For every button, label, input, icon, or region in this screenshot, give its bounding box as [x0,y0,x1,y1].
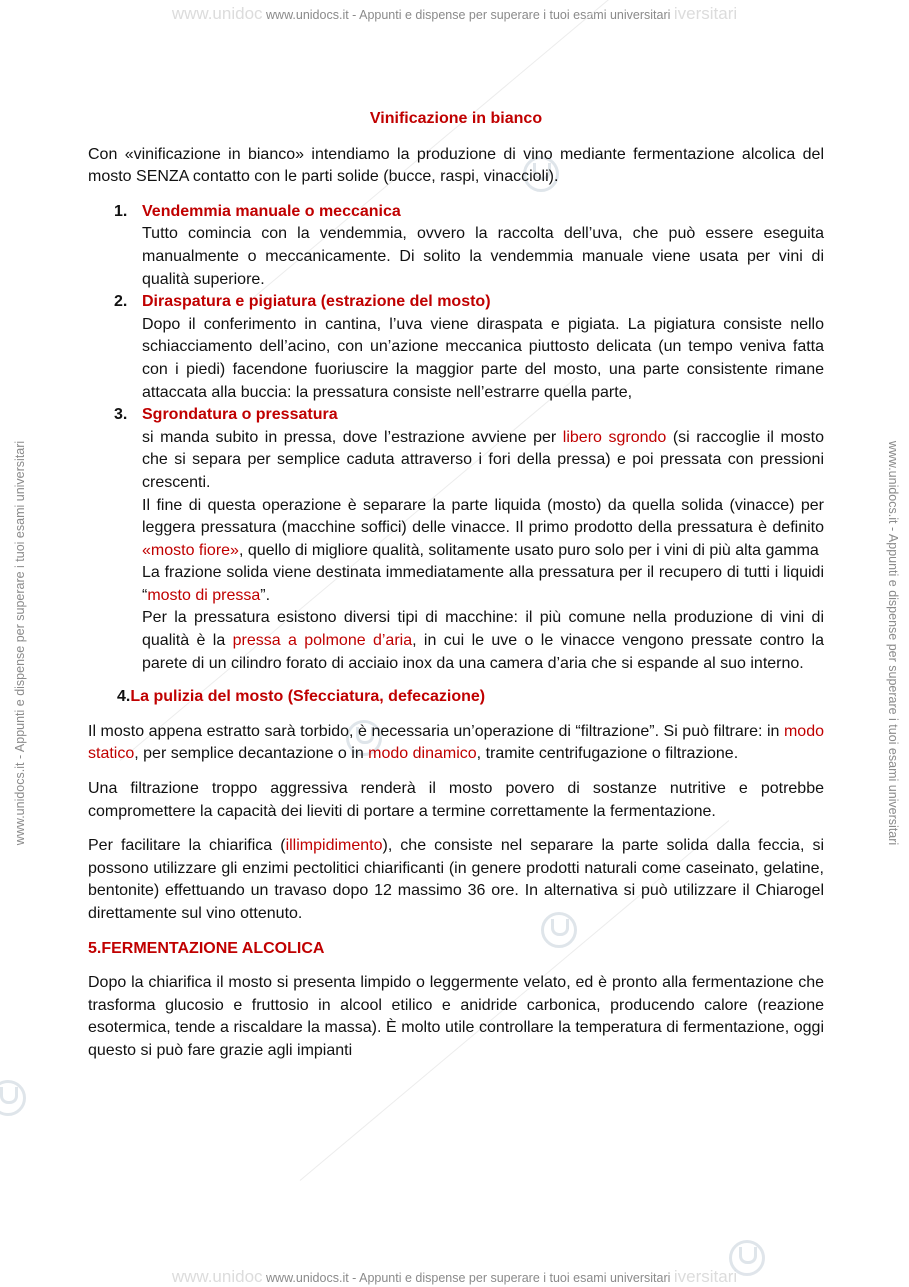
section-5-paragraph: Dopo la chiarifica il mosto si presenta limpido o leggermente velato, ed è pronto alla fermentazione che trasforma glucosio e fruttosio in alcool etilico e anidride carbonica, producendo calore (reazione esotermica, tende a riscaldare la massa). È molto utile controllare la temperatura di fermentazione, oggi questo si può fare grazie agli impianti [88,974,824,1059]
header-watermark [0,4,909,24]
highlight-term: modo statico [88,722,824,763]
watermark-logo-icon [0,1080,26,1116]
list-item [88,291,824,404]
section-number: 4. [117,688,131,706]
list-item [88,404,824,675]
step-text: Tutto comincia con la vendemmia, ovvero la raccolta dell’uva, che può essere eseguita manualmente o meccanicamente. Di solito la vendemmia manuale viene usata per vini di qualità superiore. [142,225,824,288]
step-heading: Vendemmia manuale o meccanica [142,202,401,220]
highlight-term: mosto di pressa [147,586,261,604]
watermark-logo-icon [729,1240,765,1276]
footer-watermark-faint-right: iversitari [673,1267,738,1286]
document-title: Vinificazione in bianco [369,110,543,127]
step-text: Dopo il conferimento in cantina, l’uva viene diraspata e pigiata. La pigiatura consiste nello schiacciamento dell’acino, con un’azione meccanica piuttosto delicata (un tempo veniva fatta con i piedi) facendone fuoriuscire la maggior parte del mosto, una parte consistente rimane attaccata alla buccia: la pressatura consiste nell’estrarre quella parte, [142,315,824,401]
header-watermark-faint-right: iversitari [673,4,738,23]
section-4-paragraph: Una filtrazione troppo aggressiva renderà il mosto povero di sostanze nutritive e potrebbe compromettere la capacità dei lieviti di portare a termine correttamente la fermentazione. [88,780,824,820]
section-5-heading: 5.FERMENTAZIONE ALCOLICA [88,939,325,957]
section-4-heading: 4.La pulizia del mosto (Sfecciatura, defecazione) [117,688,486,706]
header-watermark-faint-left: www.unidoc [171,4,263,23]
step-text: La frazione solida viene destinata immediatamente alla pressatura per il recupero di tutti i liquidi “mosto di pressa”. [142,564,824,604]
highlight-term: libero sgrondo [562,428,667,446]
highlight-term: «mosto fiore» [142,541,239,559]
step-number: 1. [114,202,128,220]
footer-watermark-text: www.unidocs.it - Appunti e dispense per superare i tuoi esami universitari [266,1271,671,1285]
section-4-paragraph: Per facilitare la chiarifica (illimpidimento), che consiste nel separare la parte solida dalla feccia, si possono utilizzare gli enzimi pectolitici chiarificanti (in genere prodotti naturali come caseinato, gelatine, bentonite) effettuando un travaso dopo 12 massimo 36 ore. In alternativa si può utilizzare il Chiarogel direttamente sul vino ottenuto. [88,837,825,922]
step-text: si manda subito in pressa, dove l’estrazione avviene per libero sgrondo (si raccoglie il mosto che si separa per semplice caduta attraverso i fori della pressa) e poi pressata con pressioni crescenti. [142,428,825,491]
side-watermark-left: www.unidocs.it - Appunti e dispense per superare i tuoi esami universitari [13,440,27,846]
intro-paragraph: Con «vinificazione in bianco» intendiamo la produzione di vino mediante fermentazione alcolica del mosto SENZA contatto con le parti solide (bucce, raspi, vinaccioli). [88,145,824,186]
step-heading: Sgrondatura o pressatura [142,406,338,424]
side-watermark-right: www.unidocs.it - Appunti e dispense per superare i tuoi esami universitari [886,440,900,846]
footer-watermark [0,1267,909,1287]
step-text: Per la pressatura esistono diversi tipi di macchine: il più comune nella produzione di vini di qualità è la pressa a polmone d’aria, in cui le uve o le vinacce vengono pressate contro la parete di un cilindro forato di acciaio inox da una camera d’aria che si espande al suo interno. [142,609,825,672]
step-text: Il fine di questa operazione è separare la parte liquida (mosto) da quella solida (vinacce) per leggera pressatura (macchine soffici) delle vinacce. Il primo prodotto della pressatura è definito «mosto fiore», quello di migliore qualità, solitamente usato puro solo per i vini di più alta gamma [142,496,824,559]
step-number: 3. [114,406,128,424]
step-heading: Diraspatura e pigiatura (estrazione del mosto) [142,293,491,311]
list-item [88,201,824,291]
header-watermark-text: www.unidocs.it - Appunti e dispense per superare i tuoi esami universitari [266,8,671,22]
step-number: 2. [114,293,128,311]
highlight-term: illimpidimento [285,837,383,855]
section-4-paragraph: Il mosto appena estratto sarà torbido, è necessaria un’operazione di “filtrazione”. Si può filtrare: in modo statico, per semplice decantazione o in modo dinamico, tramite centrifugazione o filtrazione. [88,722,824,763]
steps-list [88,201,824,675]
footer-watermark-faint-left: www.unidoc [171,1267,263,1286]
highlight-term: modo dinamico [368,745,477,763]
document-body [88,108,824,1063]
highlight-term: pressa a polmone d’aria [232,632,413,650]
